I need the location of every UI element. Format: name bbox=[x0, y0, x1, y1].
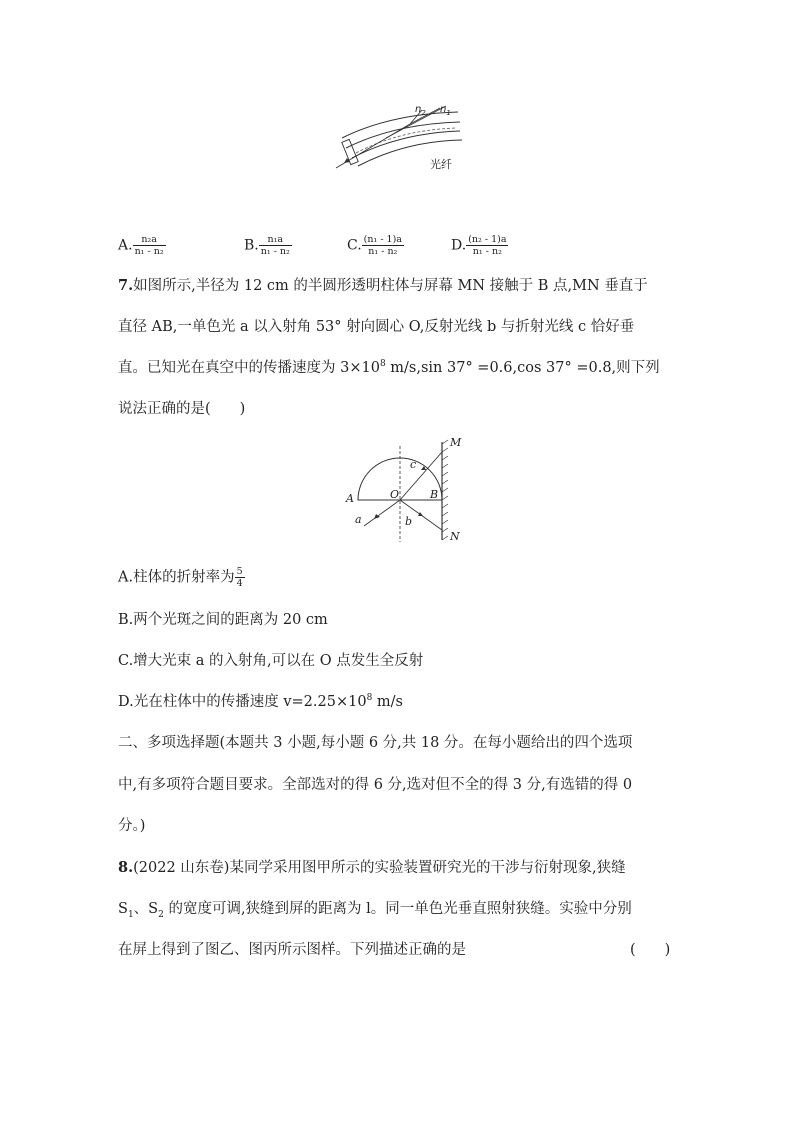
fig-label-M: M bbox=[450, 436, 462, 449]
q7-stem-line2: 直径 AB,一单色光 a 以入射角 53° 射向圆心 O,反射光线 b 与折射光线 c 恰好垂 bbox=[118, 319, 635, 335]
fig-label-c: c bbox=[410, 458, 417, 471]
q7-stem-line1: 7.如图所示,半径为 12 cm 的半圆形透明柱体与屏幕 MN 接触于 B 点,MN 垂直于 bbox=[118, 277, 648, 294]
section2-line1: 二、多项选择题(本题共 3 小题,每小题 6 分,共 18 分。在每小题给出的四个选项 bbox=[118, 735, 633, 751]
fiber-caption: 光纤 bbox=[430, 158, 452, 171]
q7-option-a[interactable]: A.柱体的折射率为 $\frac{5}{4}$ bbox=[118, 566, 243, 589]
q7-option-b[interactable]: B.两个光斑之间的距离为 20 cm bbox=[118, 612, 328, 628]
q7-stem-line3: 直。已知光在真空中的传播速度为 $3\times 10^8$ m/s,sin 37° =0.6,cos 37° =0.8,则下列 bbox=[118, 359, 660, 376]
fig-label-N: N bbox=[450, 530, 460, 543]
fig-label-O: O bbox=[390, 488, 400, 501]
q8-stem-line2: $S_1$、$S_2$ 的宽度可调,狭缝到屏的距离为 l。同一单色光垂直照射狭缝。实验中分别 bbox=[118, 901, 632, 920]
q7-number: 7. bbox=[118, 277, 134, 294]
section2-line2: 中,有多项符合题目要求。全部选对的得 6 分,选对但不全的得 3 分,有选错的得 0 bbox=[118, 777, 633, 793]
fig-label-A: A bbox=[346, 492, 354, 505]
q6-option-d[interactable]: D. $\frac{\text{(n₂ - 1)a}}{\text{n₁ - n₂}}$ bbox=[451, 234, 507, 257]
q8-number: 8. bbox=[118, 859, 134, 876]
q8-stem-line1: 8.(2022 山东卷)某同学采用图甲所示的实验装置研究光的干涉与衍射现象,狭缝 bbox=[118, 859, 626, 876]
q7-option-d[interactable]: D.光在柱体中的传播速度 $v=2.25\times 10^8$ m/s bbox=[118, 693, 403, 710]
fig-label-a: a bbox=[355, 513, 362, 526]
q8-answer-bracket[interactable]: ( ) bbox=[630, 942, 671, 958]
q6-option-a[interactable]: A. $\frac{\text{n₂a}}{\text{n₁ - n₂}}$ bbox=[118, 234, 164, 257]
q6-option-b[interactable]: B. $\frac{\text{n₁a}}{\text{n₁ - n₂}}$ bbox=[244, 234, 290, 257]
fig-label-b: b bbox=[405, 515, 413, 528]
q6-option-c[interactable]: C. $\frac{\text{(n₁ - 1)a}}{\text{n₁ - n₂}}$ bbox=[347, 234, 402, 257]
q7-option-c[interactable]: C.增大光束 a 的入射角,可以在 O 点发生全反射 bbox=[118, 653, 424, 669]
fiber-label-n1: $n_1$ bbox=[440, 104, 451, 117]
fig-label-B: B bbox=[430, 488, 439, 501]
q7-stem-line4: 说法正确的是( ) bbox=[118, 401, 246, 417]
q8-stem-line3: 在屏上得到了图乙、图丙所示图样。下列描述正确的是 bbox=[118, 942, 466, 958]
fiber-label-n2: $n_2$ bbox=[415, 104, 426, 117]
semicircle-prism-figure bbox=[340, 432, 460, 544]
section2-line3: 分。) bbox=[118, 818, 146, 834]
